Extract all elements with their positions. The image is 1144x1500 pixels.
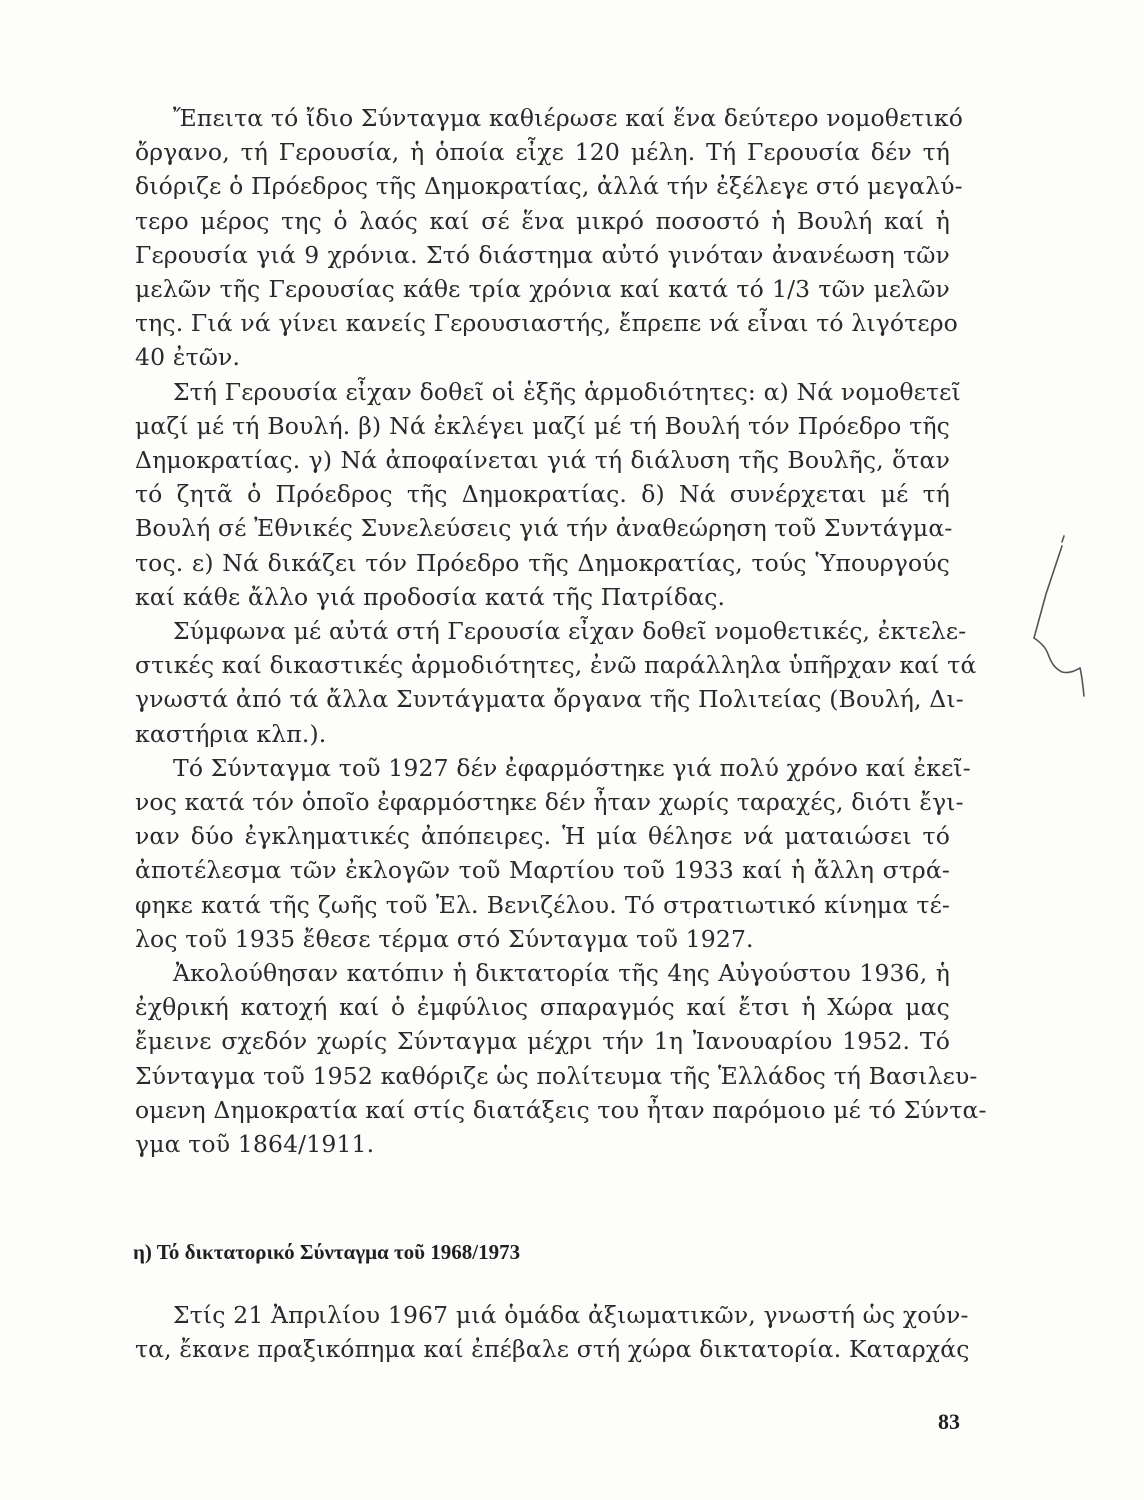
text-line: ναν δύο ἐγκληματικές ἀπόπειρες. Ἡ μία θέλησε νά ματαιώσει τό [135, 822, 950, 851]
text-line: Ἀκολούθησαν κατόπιν ἡ δικτατορία τῆς 4ης Αὐγούστου 1936, ἡ [173, 959, 950, 988]
text-line: φηκε κατά τῆς ζωῆς τοῦ Ἐλ. Βενιζέλου. Τό στρατιωτικό κίνημα τέ- [135, 890, 950, 919]
text-line: Στίς 21 Ἀπριλίου 1967 μιά ὁμάδα ἀξιωματικῶν, γνωστή ὡς χούν- [173, 1301, 969, 1329]
text-line: μελῶν τῆς Γερουσίας κάθε τρία χρόνια καί κατά τό 1/3 τῶν μελῶν [135, 275, 950, 304]
text-line: γνωστά ἀπό τά ἄλλα Συντάγματα ὄργανα τῆς Πολιτείας (Βουλή, Δι- [135, 685, 964, 714]
text-line: ομενη Δημοκρατία καί στίς διατάξεις του ἦταν παρόμοιο μέ τό Σύντα- [135, 1095, 987, 1124]
text-line: καστήρια κλπ.). [135, 719, 327, 748]
text-line: της. Γιά νά γίνει κανείς Γερουσιαστής, ἔπρεπε νά εἶναι τό λιγότερο [135, 309, 958, 338]
text-line: καί κάθε ἄλλο γιά προδοσία κατά τῆς Πατρίδας. [135, 582, 726, 611]
text-line: νος κατά τόν ὁποῖο ἐφαρμόστηκε δέν ἦταν χωρίς ταραχές, διότι ἔγι- [135, 788, 964, 817]
text-line: Δημοκρατίας. γ) Νά ἀποφαίνεται γιά τή διάλυση τῆς Βουλῆς, ὅταν [135, 446, 950, 475]
text-line: 40 ἐτῶν. [135, 343, 241, 372]
text-line: ἀποτέλεσμα τῶν ἐκλογῶν τοῦ Μαρτίου τοῦ 1933 καί ἡ ἄλλη στρά- [135, 856, 950, 885]
text-line: ὄργανο, τή Γερουσία, ἡ ὁποία εἶχε 120 μέλη. Τή Γερουσία δέν τή [135, 138, 950, 167]
body-text-bottom [135, 1298, 970, 1366]
text-line: ἐχθρική κατοχή καί ὁ ἐμφύλιος σπαραγμός καί ἔτσι ἡ Χώρα μας [135, 993, 950, 1022]
text-line: Βουλή σέ Ἐθνικές Συνελεύσεις γιά τήν ἀναθεώρηση τοῦ Συντάγμα- [135, 514, 953, 543]
text-line: τος. ε) Νά δικάζει τόν Πρόεδρο τῆς Δημοκρατίας, τούς Ὑπουργούς [135, 548, 950, 577]
pencil-annotation-mark [1018, 530, 1118, 710]
text-line: Σύνταγμα τοῦ 1952 καθόριζε ὡς πολίτευμα τῆς Ἑλλάδος τή Βασιλευ- [135, 1061, 978, 1090]
body-text-top [135, 101, 987, 1161]
text-line: γμα τοῦ 1864/1911. [135, 1130, 375, 1159]
text-line: Τό Σύνταγμα τοῦ 1927 δέν ἐφαρμόστηκε γιά πολύ χρόνο καί ἐκεῖ- [173, 753, 971, 782]
text-line: λος τοῦ 1935 ἔθεσε τέρμα στό Σύνταγμα τοῦ 1927. [135, 924, 754, 953]
section-heading: η) Τό δικτατορικό Σύνταγμα τοῦ 1968/1973 [133, 1240, 521, 1264]
text-line: τερο μέρος της ὁ λαός καί σέ ἕνα μικρό ποσοστό ἡ Βουλή καί ἡ [135, 206, 950, 235]
text-line: Σύμφωνα μέ αὐτά στή Γερουσία εἶχαν δοθεῖ νομοθετικές, ἐκτελε- [173, 617, 967, 646]
text-line: στικές καί δικαστικές ἁρμοδιότητες, ἐνῶ παράλληλα ὑπῆρχαν καί τά [135, 651, 977, 680]
text-line: διόριζε ὁ Πρόεδρος τῆς Δημοκρατίας, ἀλλά τήν ἐξέλεγε στό μεγαλύ- [135, 172, 963, 201]
text-line: τα, ἔκανε πραξικόπημα καί ἐπέβαλε στή χώρα δικτατορία. Καταρχάς [135, 1335, 970, 1364]
text-line: τό ζητᾶ ὁ Πρόεδρος τῆς Δημοκρατίας. δ) Νά συνέρχεται μέ τή [135, 480, 950, 509]
text-line: Ἔπειτα τό ἴδιο Σύνταγμα καθιέρωσε καί ἕνα δεύτερο νομοθετικό [173, 104, 964, 132]
text-line: ἔμεινε σχεδόν χωρίς Σύνταγμα μέχρι τήν 1η Ἰανουαρίου 1952. Τό [135, 1027, 950, 1056]
text-line: Στή Γερουσία εἶχαν δοθεῖ οἱ ἑξῆς ἁρμοδιότητες: α) Νά νομοθετεῖ [173, 377, 961, 406]
text-line: μαζί μέ τή Βουλή. β) Νά ἐκλέγει μαζί μέ τή Βουλή τόν Πρόεδρο τῆς [135, 411, 950, 440]
text-line: Γερουσία γιά 9 χρόνια. Στό διάστημα αὐτό γινόταν ἀνανέωση τῶν [135, 240, 950, 269]
page-number: 83 [938, 1409, 960, 1434]
